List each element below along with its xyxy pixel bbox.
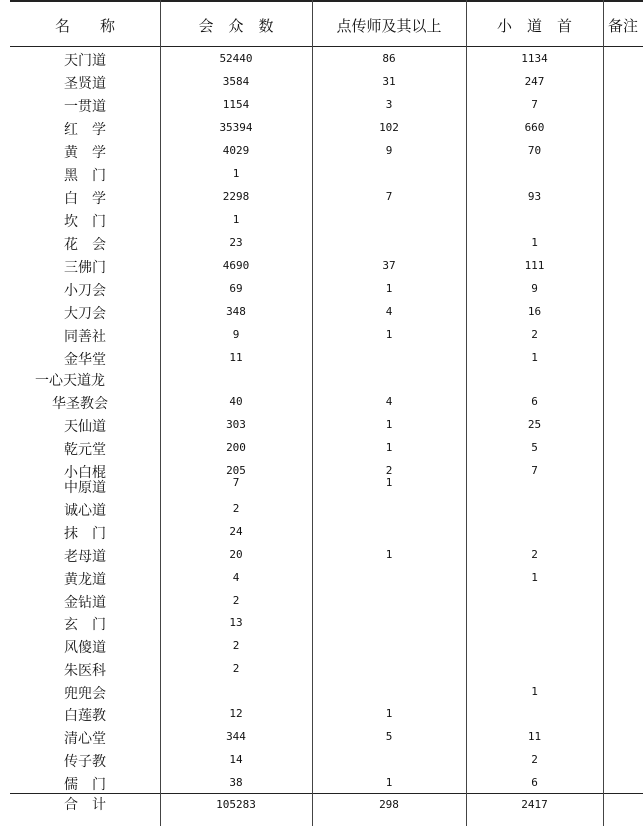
row-name: 圣贤道	[64, 76, 106, 92]
row-name: 天门道	[64, 53, 106, 69]
row-name: 玄 门	[64, 617, 106, 633]
col-divider-4	[603, 0, 604, 826]
row-name: 中原道	[64, 480, 106, 496]
header-note: 备注	[607, 17, 638, 35]
row-name: 坎 门	[64, 214, 106, 230]
row-heads: 7	[531, 98, 538, 111]
row-masters: 1	[385, 441, 393, 454]
row-heads: 111	[524, 259, 545, 272]
row-masters: 1	[385, 707, 393, 720]
row-members: 2	[232, 502, 240, 515]
row-name: 小刀会	[64, 283, 106, 299]
row-name: 清心堂	[64, 731, 106, 747]
row-heads: 5	[531, 441, 538, 454]
row-members: 24	[229, 525, 243, 538]
row-name: 金钻道	[64, 595, 106, 611]
row-masters: 1	[385, 776, 393, 789]
row-members: 205	[226, 464, 246, 477]
row-members: 7	[232, 476, 240, 489]
row-members: 40	[229, 395, 243, 408]
row-heads: 25	[527, 418, 542, 431]
row-members: 38	[229, 776, 243, 789]
total-masters: 298	[379, 798, 399, 811]
row-name: 诚心道	[64, 503, 106, 519]
row-name: 花 会	[64, 237, 106, 253]
row-members: 344	[226, 730, 246, 743]
row-heads: 2	[531, 753, 538, 766]
row-masters: 1	[385, 328, 393, 341]
row-name: 一心天道龙	[35, 373, 105, 389]
row-members: 1	[232, 167, 240, 180]
row-heads: 16	[527, 305, 542, 318]
row-heads: 70	[527, 144, 542, 157]
row-name: 儒 门	[64, 777, 106, 793]
row-members: 303	[226, 418, 246, 431]
header-name: 名 称	[54, 17, 115, 35]
row-heads: 2	[531, 548, 538, 561]
row-heads: 93	[527, 190, 542, 203]
row-heads: 9	[531, 282, 538, 295]
total-label: 合 计	[64, 797, 106, 813]
row-members: 69	[229, 282, 243, 295]
row-name: 华圣教会	[52, 396, 108, 412]
row-members: 11	[229, 351, 243, 364]
row-members: 4	[232, 571, 240, 584]
row-masters: 5	[385, 730, 393, 743]
row-members: 35394	[219, 121, 253, 134]
row-heads: 1	[531, 571, 538, 584]
row-members: 9	[232, 328, 240, 341]
row-name: 朱医科	[64, 663, 106, 679]
row-members: 52440	[219, 52, 253, 65]
row-members: 14	[229, 753, 243, 766]
row-members: 2298	[222, 190, 250, 203]
row-masters: 7	[385, 190, 393, 203]
row-members: 3584	[222, 75, 250, 88]
total-heads: 2417	[521, 798, 548, 811]
row-name: 黄龙道	[64, 572, 106, 588]
row-name: 抹 门	[64, 526, 106, 542]
row-masters: 1	[385, 548, 393, 561]
row-name: 小白棍	[64, 465, 106, 481]
row-masters: 102	[379, 121, 399, 134]
row-masters: 3	[385, 98, 393, 111]
row-name: 白莲教	[64, 708, 106, 724]
row-masters: 37	[382, 259, 396, 272]
row-members: 4690	[222, 259, 250, 272]
row-members: 2	[232, 662, 240, 675]
header-members: 会 众 数	[198, 17, 274, 35]
row-heads: 660	[524, 121, 545, 134]
row-heads: 1	[531, 236, 538, 249]
row-name: 红 学	[64, 122, 106, 138]
row-name: 黄 学	[64, 145, 106, 161]
row-name: 大刀会	[64, 306, 106, 322]
row-members: 2	[232, 639, 240, 652]
row-name: 传子教	[64, 754, 106, 770]
row-heads: 7	[531, 464, 538, 477]
row-masters: 1	[385, 418, 393, 431]
row-members: 23	[229, 236, 243, 249]
row-members: 1	[232, 213, 240, 226]
row-name: 黑 门	[64, 168, 106, 184]
table-top-rule	[10, 0, 643, 2]
row-masters: 2	[385, 464, 393, 477]
row-heads: 11	[527, 730, 542, 743]
row-masters: 9	[385, 144, 393, 157]
row-heads: 2	[531, 328, 538, 341]
row-heads: 1	[531, 685, 538, 698]
row-name: 兜兜会	[64, 686, 106, 702]
row-members: 1154	[222, 98, 250, 111]
row-members: 12	[229, 707, 243, 720]
row-name: 一贯道	[64, 99, 106, 115]
header-heads: 小 道 首	[496, 17, 572, 35]
row-masters: 4	[385, 305, 393, 318]
header-masters: 点传师及其以上	[336, 17, 442, 35]
row-name: 乾元堂	[64, 442, 106, 458]
row-members: 13	[229, 616, 243, 629]
row-members: 2	[232, 594, 240, 607]
row-masters: 4	[385, 395, 393, 408]
row-name: 金华堂	[64, 352, 106, 368]
header-bottom-rule	[10, 46, 643, 47]
row-name: 同善社	[64, 329, 106, 345]
row-members: 20	[229, 548, 243, 561]
row-masters: 86	[382, 52, 396, 65]
row-masters: 1	[385, 282, 393, 295]
row-name: 老母道	[64, 549, 106, 565]
total-members: 105283	[216, 798, 256, 811]
row-members: 348	[226, 305, 246, 318]
row-heads: 6	[531, 395, 538, 408]
row-name: 白 学	[64, 191, 106, 207]
row-name: 风傻道	[64, 640, 106, 656]
row-heads: 1	[531, 351, 538, 364]
row-name: 天仙道	[64, 419, 106, 435]
row-heads: 6	[531, 776, 538, 789]
row-name: 三佛门	[64, 260, 106, 276]
row-masters: 1	[385, 476, 393, 489]
row-heads: 1134	[521, 52, 548, 65]
row-masters: 31	[382, 75, 396, 88]
row-heads: 247	[524, 75, 545, 88]
row-members: 4029	[222, 144, 250, 157]
row-members: 200	[226, 441, 246, 454]
